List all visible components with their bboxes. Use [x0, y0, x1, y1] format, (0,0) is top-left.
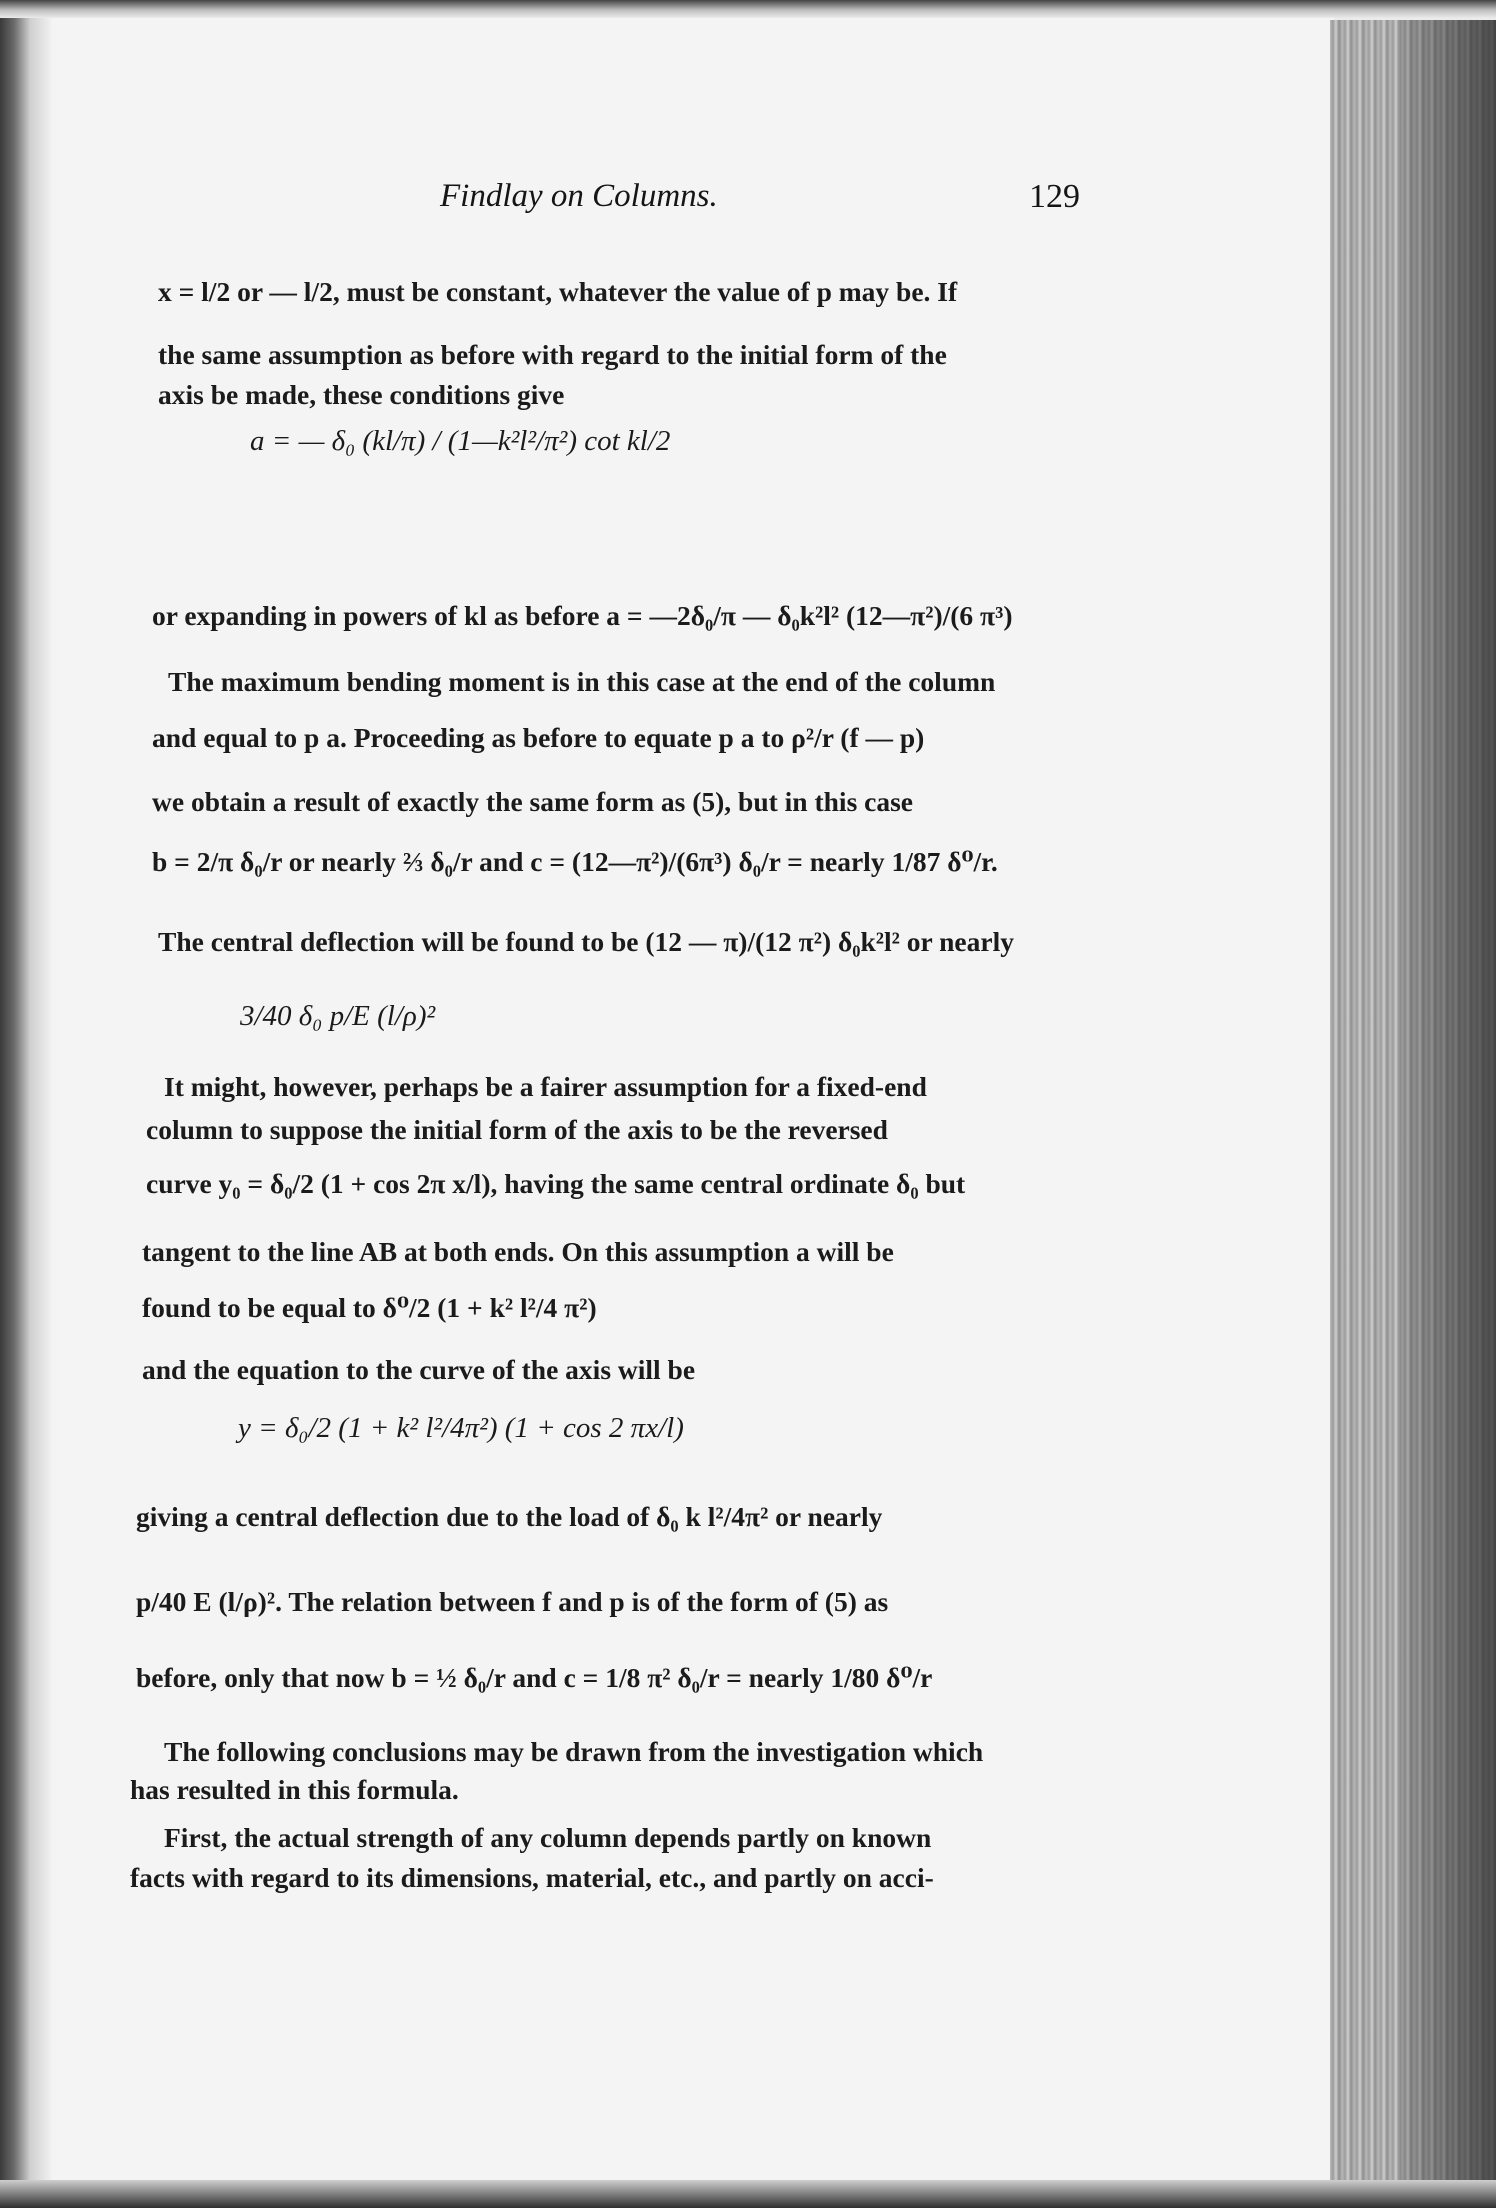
running-title: Findlay on Columns.	[440, 178, 718, 214]
text-line-19: giving a central deflection due to the load of δ₀ k l²/4π² or nearly	[136, 1501, 883, 1532]
text-line-10: The central deflection will be found to be (12 — π)/(12 π²) δ₀k²l² or nearly	[158, 926, 1014, 957]
text-line-23: has resulted in this formula.	[130, 1774, 459, 1805]
text-line-15: tangent to the line AB at both ends. On this assumption a will be	[142, 1236, 894, 1267]
text-line-12: It might, however, perhaps be a fairer assumption for a fixed-end	[164, 1071, 927, 1102]
text-line-8: we obtain a result of exactly the same form as (5), but in this case	[152, 786, 914, 817]
text-line-3: axis be made, these conditions give	[158, 379, 565, 410]
page-number: 129	[1029, 178, 1080, 215]
text-line-20: p/40 E (l/ρ)². The relation between f and p is of the form of (5) as	[136, 1586, 889, 1617]
text-line-13: column to suppose the initial form of the axis to be the reversed	[146, 1114, 888, 1145]
text-line-9: b = 2/π δ₀/r or nearly ⅔ δ₀/r and c = (12—π²)/(6π³) δ₀/r = nearly 1/87 δ⁰/r.	[152, 846, 998, 877]
bottom-shadow	[0, 2180, 1496, 2208]
page-header	[440, 178, 1080, 228]
text-line-21: before, only that now b = ½ δ₀/r and c = 1/8 π² δ₀/r = nearly 1/80 δ⁰/r	[136, 1662, 933, 1693]
text-line-2: the same assumption as before with regard to the initial form of the	[158, 339, 947, 370]
formula-deflection: 3/40 δ₀ p/E (l/ρ)²	[240, 1000, 436, 1032]
page-edges-shade	[1400, 20, 1496, 2208]
text-line-17: and the equation to the curve of the axis will be	[142, 1354, 696, 1385]
text-line-25: facts with regard to its dimensions, material, etc., and partly on acci-	[130, 1862, 934, 1893]
formula-curve: y = δ₀/2 (1 + k² l²/4π²) (1 + cos 2 πx/l)	[238, 1412, 684, 1444]
text-line-5: or expanding in powers of kl as before a = —2δ₀/π — δ₀k²l² (12—π²)/(6 π³)	[152, 600, 1013, 631]
text-line-6: The maximum bending moment is in this case at the end of the column	[168, 666, 996, 697]
gutter-shadow	[0, 0, 52, 2208]
text-line-14: curve y₀ = δ₀/2 (1 + cos 2π x/l), having the same central ordinate δ₀ but	[146, 1168, 966, 1199]
text-line-16: found to be equal to δ⁰/2 (1 + k² l²/4 π²)	[142, 1292, 597, 1323]
text-line-1: x = l/2 or — l/2, must be constant, whatever the value of p may be. If	[158, 276, 958, 307]
top-shadow	[0, 0, 1496, 18]
text-line-7: and equal to p a. Proceeding as before to equate p a to ρ²/r (f — p)	[152, 722, 925, 753]
formula-a: a = — δ₀ (kl/π) / (1—k²l²/π²) cot kl/2	[250, 425, 671, 457]
text-line-24: First, the actual strength of any column depends partly on known	[164, 1822, 932, 1853]
text-line-22: The following conclusions may be drawn from the investigation which	[164, 1736, 984, 1767]
